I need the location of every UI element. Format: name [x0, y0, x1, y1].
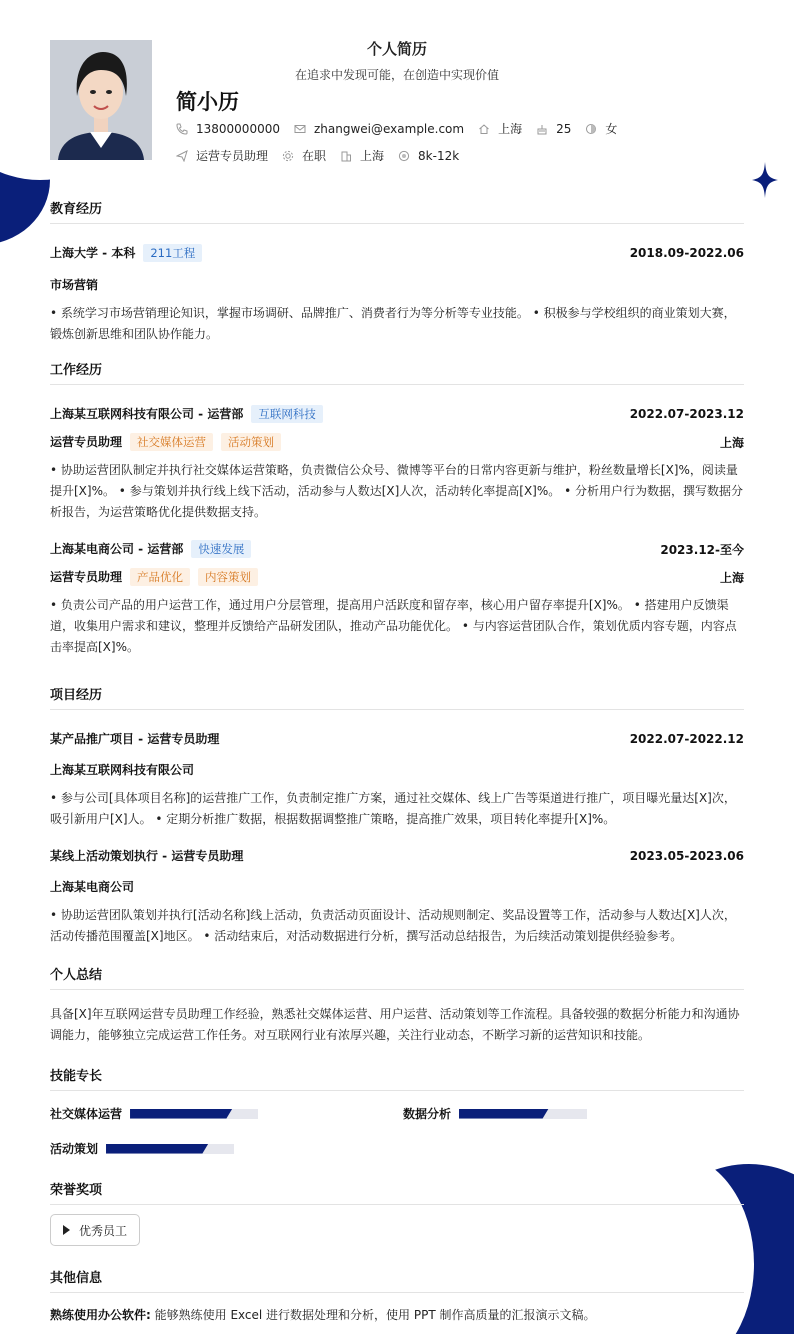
target-city-info: 上海	[340, 147, 384, 164]
email-info: zhangwei@example.com	[294, 122, 464, 136]
skill-name: 数据分析	[403, 1107, 452, 1121]
work-section	[50, 359, 744, 658]
cake-icon	[536, 123, 548, 135]
major: 市场营销	[50, 278, 99, 292]
status-info: 在职	[282, 147, 326, 164]
candidate-name: 简小历	[176, 90, 239, 114]
other-label: 熟练使用办公软件:	[50, 1308, 151, 1322]
age-info: 25	[536, 122, 571, 136]
project-title: 某线上活动策划执行 - 运营专员助理	[50, 849, 244, 863]
other-info	[50, 1305, 744, 1326]
mail-icon	[294, 123, 306, 135]
job-intent-row	[176, 147, 473, 164]
projects-section	[50, 684, 744, 947]
summary-section	[50, 964, 744, 1046]
send-icon	[176, 150, 188, 162]
city-info: 上海	[478, 120, 522, 137]
section-title-work: 工作经历	[50, 359, 744, 385]
gear-icon	[282, 150, 294, 162]
section-title-education: 教育经历	[50, 198, 744, 224]
work-desc: • 协助运营团队制定并执行社交媒体运营策略，负责微信公众号、微博等平台的日常内容更新与维护，粉丝数量增长[X]%，阅读量提升[X]%。 • 参与策划并执行线上线下活动，活动参与人数达[X]人次，活动转化率提高[X]%。 • 分析用户行为数据，撰写数据分析报告，为运营策略优化提供数据支持。	[50, 463, 743, 519]
job-role: 运营专员助理	[50, 435, 123, 449]
education-desc: • 系统学习市场营销理论知识，掌握市场调研、品牌推广、消费者行为等分析等专业技能。 • 积极参与学校组织的商业策划大赛，锻炼创新思维和团队协作能力。	[50, 306, 736, 341]
project-date: 2023.05-2023.06	[629, 848, 744, 863]
other-text: 能够熟练使用 Excel 进行数据处理和分析，使用 PPT 制作高质量的汇报演示文稿。	[154, 1308, 596, 1322]
education-date: 2018.09-2022.06	[629, 246, 744, 260]
project-desc: • 参与公司[具体项目名称]的运营推广工作，负责制定推广方案，通过社交媒体、线上广告等渠道进行推广，项目曝光量达[X]次，吸引新用户[X]人。 • 定期分析推广数据，根据数据调整推广策略，提高推广效果，项目转化率提升[X]%。	[50, 791, 736, 826]
sparkle-star-icon	[752, 162, 778, 198]
job-role: 运营专员助理	[50, 570, 123, 584]
skill-name: 社交媒体运营	[50, 1107, 123, 1121]
company-name: 上海某互联网科技有限公司 - 运营部	[50, 407, 244, 421]
work-role-row	[50, 568, 744, 586]
other-section	[50, 1267, 744, 1326]
job-info: 运营专员助理	[176, 147, 268, 164]
salary-info: 8k-12k	[398, 149, 459, 163]
skills-section	[50, 1065, 744, 1091]
section-title-skills: 技能专长	[50, 1065, 744, 1091]
skill-item	[50, 1105, 258, 1122]
awards-section	[50, 1179, 744, 1205]
skill-tag: 活动策划	[221, 433, 281, 451]
work-entry-header	[50, 540, 744, 558]
education-entry	[50, 244, 744, 262]
company-tag: 快速发展	[191, 540, 251, 558]
work-date: 2023.12-至今	[660, 542, 744, 557]
skill-tag: 内容策划	[198, 568, 258, 586]
resume-title: 个人简历	[366, 40, 427, 58]
award-label: 优秀员工	[79, 1223, 128, 1238]
phone-info: 13800000000	[176, 122, 280, 136]
contact-row	[176, 120, 631, 137]
skill-name: 活动策划	[50, 1142, 99, 1156]
skill-item	[403, 1105, 587, 1122]
work-city: 上海	[719, 570, 744, 585]
home-icon	[478, 123, 490, 135]
play-triangle-icon	[63, 1225, 70, 1235]
gender-info: 女	[585, 120, 617, 137]
education-section	[50, 198, 744, 345]
school-name: 上海大学 - 本科	[50, 246, 136, 260]
company-name: 上海某电商公司 - 运营部	[50, 542, 184, 556]
project-title: 某产品推广项目 - 运营专员助理	[50, 732, 220, 746]
work-date: 2022.07-2023.12	[629, 407, 744, 421]
skill-level-bar	[130, 1109, 258, 1119]
resume-header	[50, 0, 744, 190]
skill-tag: 产品优化	[130, 568, 190, 586]
section-title-other: 其他信息	[50, 1267, 744, 1293]
school-tag: 211工程	[143, 244, 202, 262]
work-city: 上海	[719, 435, 744, 450]
gender-icon	[585, 123, 597, 135]
skill-level-bar	[459, 1109, 587, 1119]
skill-level-bar	[106, 1144, 234, 1154]
project-desc: • 协助运营团队策划并执行[活动名称]线上活动，负责活动页面设计、活动规则制定、奖品设置等工作，活动参与人数达[X]人次，活动传播范围覆盖[X]地区。 • 活动结束后，对活动数据进行分析，撰写活动总结报告，为后续活动策划提供经验参考。	[50, 908, 736, 943]
work-desc: • 负责公司产品的用户运营工作，通过用户分层管理，提高用户活跃度和留存率，核心用户留存率提升[X]%。 • 搭建用户反馈渠道，收集用户需求和建议，整理并反馈给产品研发团队，推动产品功能优化。 • 与内容运营团队合作，策划优质内容专题，内容点击率提高[X]%。	[50, 598, 737, 654]
skill-item	[50, 1140, 234, 1157]
project-entry-header	[50, 730, 744, 747]
company-tag: 互联网科技	[251, 405, 323, 423]
coin-icon	[398, 150, 410, 162]
award-badge[interactable]	[50, 1214, 140, 1246]
work-role-row	[50, 433, 744, 451]
building-icon	[340, 150, 352, 162]
project-date: 2022.07-2022.12	[629, 731, 744, 746]
section-title-awards: 荣誉奖项	[50, 1179, 744, 1205]
motto: 在追求中发现可能，在创造中实现价值	[294, 68, 499, 82]
summary-text: 具备[X]年互联网运营专员助理工作经验，熟悉社交媒体运营、用户运营、活动策划等工作流程。具备较强的数据分析能力和沟通协调能力，能够独立完成运营工作任务。对互联网行业有浓厚兴趣，关注行业动态，不断学习新的运营知识和技能。	[50, 1007, 740, 1042]
section-title-projects: 项目经历	[50, 684, 744, 710]
resume-page	[50, 0, 744, 1322]
project-company: 上海某互联网科技有限公司	[50, 763, 195, 777]
phone-icon	[176, 123, 188, 135]
project-entry-header	[50, 847, 744, 864]
section-title-summary: 个人总结	[50, 964, 744, 990]
project-company: 上海某电商公司	[50, 880, 135, 894]
work-entry-header	[50, 405, 744, 423]
skill-tag: 社交媒体运营	[130, 433, 213, 451]
